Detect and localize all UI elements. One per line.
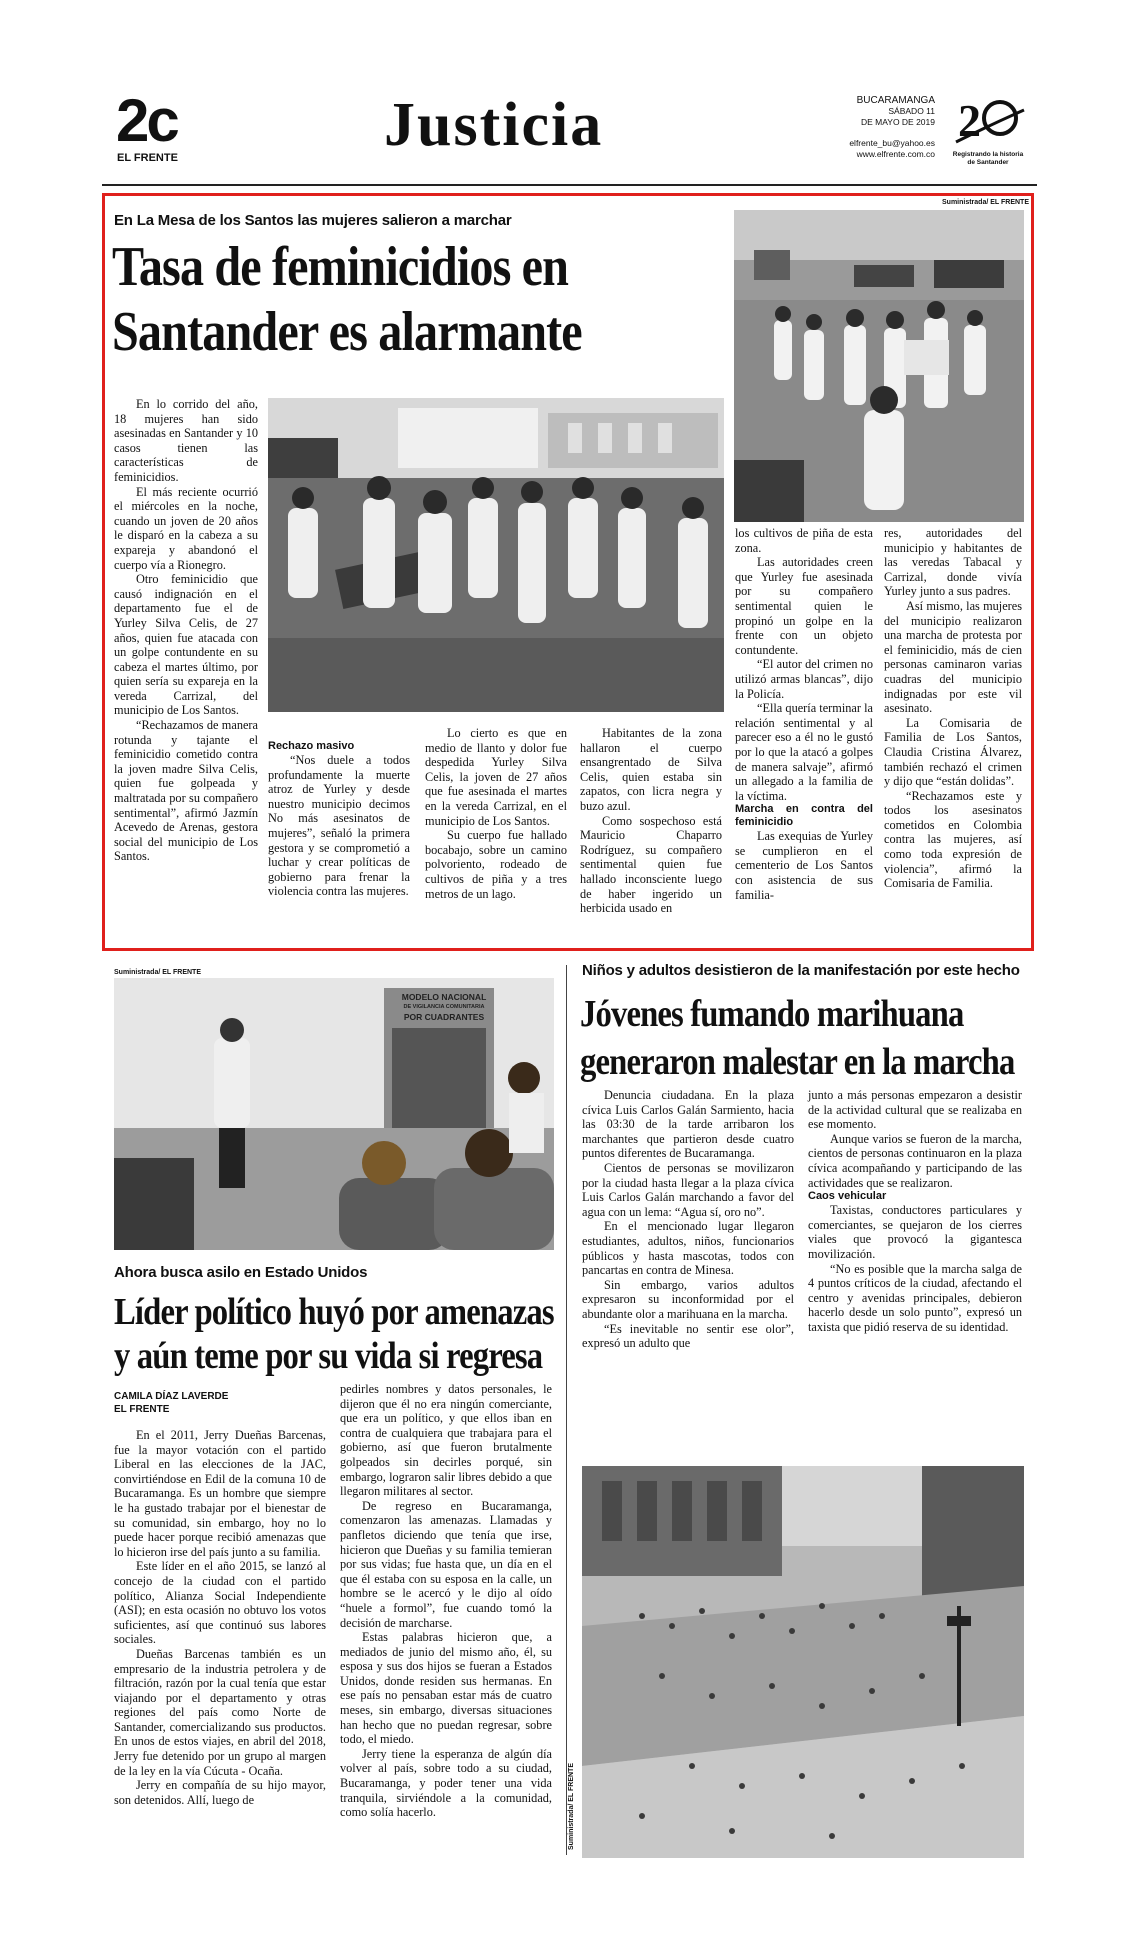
article1-subhead-marcha: Marcha en contra del feminicidio [735,803,873,829]
article1-headline-line1: Tasa de feminicidios en [112,236,569,298]
article1-col6-para: Así mismo, las mujeres del municipio realizaron una marcha de protesta por el feminicidio, más de cien personas caminaron varias cuadras del municipio indignadas por este vil asesinato. [884,598,1022,716]
article1-col1-para: Otro feminicidio que causó indignación en el departamento fue el de Yurley Silva Celis, de 27 años, quien fue atacada con un golpe contundente en su cabeza el martes último, por quien sería su expareja en la vereda Carrizal, del municipio de Los Santos. [114,572,258,718]
article3-headline-line2: generaron malestar en la marcha [580,1041,1015,1083]
article1-col1-para: “Rechazamos de manera rotunda y tajante el feminicidio cometido contra la joven madre Silva Celis, quien fue golpeada y maltratada por su compañero sentimental”, afirmó Jazmín Acevedo de Arenas, gestora social del municipio de Los Santos. [114,718,258,864]
article2-col1-para: Dueñas Barcenas también es un empresario de la industria petrolera y de filtración, razón por la cual tenía que estar viajando por el departamento y otras regiones del país como Norte de Santander, comercializando sus productos. En unos de estos viajes, en abril del 2018, Jerry fue detenido por un grupo al margen de la ley en la vía Cúcuta - Ocaña. [114,1646,326,1778]
article3-col2-para: Aunque varios se fueron de la marcha, cientos de personas continuaron en la plaza cívica acompañando y participando de las actividades que se realizaron. [808,1131,1022,1190]
article2-col2-para: Estas palabras hicieron que, a mediados de junio del mismo año, él, su esposa y sus dos hijos se fueran a Estados Unidos, donde residen sus hermanas. En ese país no pensaban estar más de cuatro meses, sin embargo, diversas situaciones han hecho que no puedan regresar, sobre todo, el miedo. [340,1630,552,1747]
paper-name-label: EL FRENTE [117,152,178,164]
article2-headline-line2: y aún teme por su vida si regresa [114,1335,543,1377]
article1-column-3 [425,726,567,901]
masthead-rule [102,184,1037,186]
article3-kicker: Niños y adultos desistieron de la manifestación por este hecho [582,962,1020,979]
seal-text-2: de Santander [967,159,1009,166]
article2-byline [114,1390,228,1416]
article1-col5-para: “Ella quería terminar la relación sentimental y al parecer eso a él no le gustó por lo que la atacó a golpes de manera salvaje”, afirmó un allegado a la familia de la víctima. [735,701,873,803]
photo-plaza-crowd [582,1466,1024,1858]
article2-column-2 [340,1382,552,1820]
photo-funeral-procession [268,398,724,712]
article2-headline [114,1290,625,1378]
article3-subhead-caos: Caos vehicular [808,1190,887,1203]
article1-col6-para: res, autoridades del municipio y habitantes de las veredas Tabacal y Carrizal, donde vivía Yurley junto a sus padres. [884,526,1022,599]
article3-col1-para: Sin embargo, varios adultos expresaron su inconformidad por el abundante olor a marihuana en la marcha. [582,1277,794,1321]
article1-col5-para: Las autoridades creen que Yurley fue asesinada por su compañero sentimental quien le propinó un golpe en la frente con un objeto contundente. [735,555,873,657]
date-label-1: SÁBADO 11 [888,106,935,116]
article2-col1-para: En el 2011, Jerry Dueñas Barcenas, fue la mayor votación con el partido Liberal en las elecciones de la JAC, convirtiéndose en Edil de la comuna 10 de Bucaramanga. Es un hombre que siempre le ha gustado trabajar por el bienestar de su comunidad, sin embargo, hoy no lo puede hacer porque recibió amenazas que lo hicieron irse del país junto a su familia. [114,1428,326,1559]
article3-col2-para: “No es posible que la marcha salga de 4 puntos críticos de la ciudad, afectando el centro y avenidas principales, debieron hacerlo desde un solo punto”, expresó un taxista que pidió reserva de su identidad. [808,1261,1022,1334]
masthead [0,0,1137,190]
column-divider [566,965,567,1855]
byline-paper: EL FRENTE [114,1404,170,1415]
article3-col1-para: “Es inevitable no sentir ese olor”, expresó un adulto que [582,1321,794,1351]
article2-col1-para: Jerry en compañía de su hijo mayor, son detenidos. Allí, luego de [114,1778,326,1807]
article3-col2-para: junto a más personas empezaron a desistir de la actividad cultural que se realizaba en ese momento. [808,1088,1022,1132]
article2-kicker: Ahora busca asilo en Estado Unidos [114,1264,368,1281]
article1-col1-para: En lo corrido del año, 18 mujeres han sido asesinadas en Santander y 10 casos tienen las características de feminicidios. [114,397,258,484]
photo-credit-meeting: Suministrada/ EL FRENTE [114,969,201,976]
article3-column-2 [808,1088,1022,1335]
dateline [820,95,935,160]
article3-headline-line1: Jóvenes fumando marihuana [580,993,964,1035]
article3-headline [580,990,1085,1086]
article1-column-4 [580,726,722,916]
article2-col1-para: Este líder en el año 2015, se lanzó al concejo de la ciudad con el partido político, Alianza Social Independiente (ASI); en esta ocasión no obtuvo los votos suficientes, así que continuó sus labores sociales. [114,1559,326,1647]
article1-column-1 [114,397,258,864]
article1-col5-para: los cultivos de piña de esta zona. [735,526,873,555]
article1-col3-para: Lo cierto es que en medio de llanto y dolor fue despedida Yurley Silva Celis, la joven de 27 años que fue asesinada el martes en la vereda Carrizal, en el municipio de Los Santos. [425,726,567,828]
article1-col1-para: El más reciente ocurrió el miércoles en la noche, cuando un joven de 20 años le disparó en la cabeza a su expareja y abandonó el cuerpo vía a Rionegro. [114,484,258,572]
article1-headline [112,238,658,362]
article1-col6-para: La Comisaria de Familia de Los Santos, Claudia Cristina Álvarez, también rechazó el crimen y dijo que “están dolidas”. [884,715,1022,789]
poster-title [392,992,496,1022]
article2-col2-para: De regreso en Bucaramanga, comenzaron las amenazas. Llamadas y panfletos diciendo que tenía que irse, hicieron que Dueñas y su familia temieran por sus vidas; fue hasta que, un día en el que él estaba con su esposa en la calle, un hombre se le acercó y le dijo al oído “huele a formol”, fue cuando tomó la decisión de marcharse. [340,1498,552,1630]
article1-column-2 [268,740,410,899]
article1-column-6 [884,526,1022,891]
article1-kicker: En La Mesa de los Santos las mujeres salieron a marchar [114,212,512,229]
section-title: Justicia [384,91,604,159]
photo-credit-plaza: Suministrada/ EL FRENTE [568,1763,575,1850]
article1-col3-para: Su cuerpo fue hallado bocabajo, sobre un camino polvoriento, rodeado de cultivos de piña y a tres metros de un lago. [425,828,567,901]
email-label: elfrente_bu@yahoo.es [849,138,935,148]
photo-women-march [734,210,1024,522]
article1-col6-para: “Rechazamos este y todos los asesinatos cometidos en Colombia contra las mujeres, así como toda expresión de violencia”, afirmó la Comisaria de Familia. [884,788,1022,891]
photo-credit-women-march: Suministrada/ EL FRENTE [942,199,1029,206]
poster-line-3: POR CUADRANTES [403,1012,485,1022]
article1-col5-para: “El autor del crimen no utilizó armas blancas”, dijo la Policía. [735,657,873,701]
article1-subhead-rechazo: Rechazo masivo [268,740,355,752]
article1-col2-para: “Nos duele a todos profundamente la muerte atroz de Yurley y desde nuestro municipio decimos No más asesinatos de mujeres”, señaló la primera gestora y se comprometió a luchar y crear políticas de gobierno para frenar la violencia contra las mujeres. [268,753,410,899]
city-label: BUCARAMANGA [856,95,935,106]
article3-col1-para: Cientos de personas se movilizaron por la ciudad hasta llegar a la plaza cívica Luis Carlos Galán marchando a favor del agua con un lema: “Agua sí, oro no”. [582,1160,794,1219]
article1-col4-para: Habitantes de la zona hallaron el cuerpo ensangrentado de Silva Celis, quien estaba sin zapatos, con licra negra y buzo azul. [580,726,722,813]
article2-headline-line1: Líder político huyó por amenazas [114,1291,554,1333]
website-label: www.elfrente.com.co [856,149,935,159]
article2-column-1 [114,1428,326,1807]
photo-community-meeting [114,978,554,1250]
article2-col2-para: Jerry tiene la esperanza de algún día volver al país, sobre todo a su ciudad, Bucaramanga, y poder tener una vida tranquila, sirviéndole a la comunidad, como solía hacerlo. [340,1746,552,1820]
article1-headline-line2: Santander es alarmante [112,300,582,363]
article2-col2-para: pedirles nombres y datos personales, le dijeron que él no era ningún comerciante, que era un político, y que ellos iban en contra de cualquiera que trabajara para el gobierno, así que fueron brutalmente golpeados sin decirles porqué, sin embargo, lograron salir libres debido a que llegaron militares al sector. [340,1382,552,1499]
poster-line-2: DE VIGILANCIA COMUNITARIA [403,1004,485,1010]
svg-text:2: 2 [958,96,981,146]
article1-col4-para: Como sospechoso está Mauricio Chaparro Rodríguez, su compañero sentimental quien fue hallado inconsciente luego de haber ingerido un herbicida usado en [580,813,722,916]
page-number: 2c [116,87,177,154]
article3-column-1 [582,1088,794,1351]
article3-col1-para: Denuncia ciudadana. En la plaza cívica Luis Carlos Galán Sarmiento, hacia las 03:30 de la tarde arribaron los marchantes que partieron desde cuatro puntos diferentes de Bucaramanga. [582,1088,794,1161]
article1-col5-para: Las exequias de Yurley se cumplieron en el cementerio de Los Santos con asistencia de sus familia- [735,829,873,902]
seal-text-1: Registrando la historia [952,151,1024,158]
article3-col1-para: En el mencionado lugar llegaron estudiantes, adultos, niños, funcionarios públicos y hasta mascotas, todos con pancartas en contra de Minesa. [582,1219,794,1278]
byline-author: CAMILA DÍAZ LAVERDE [114,1391,229,1402]
article1-column-5 [735,526,873,902]
poster-line-1: MODELO NACIONAL [401,992,487,1002]
date-label-2: DE MAYO DE 2019 [860,117,935,127]
article3-col2-para: Taxistas, conductores particulares y comerciantes, se quejaron de los cierres viales que provocó la gigantesca movilización. [808,1203,1022,1261]
anniversary-seal-icon [948,96,1028,170]
